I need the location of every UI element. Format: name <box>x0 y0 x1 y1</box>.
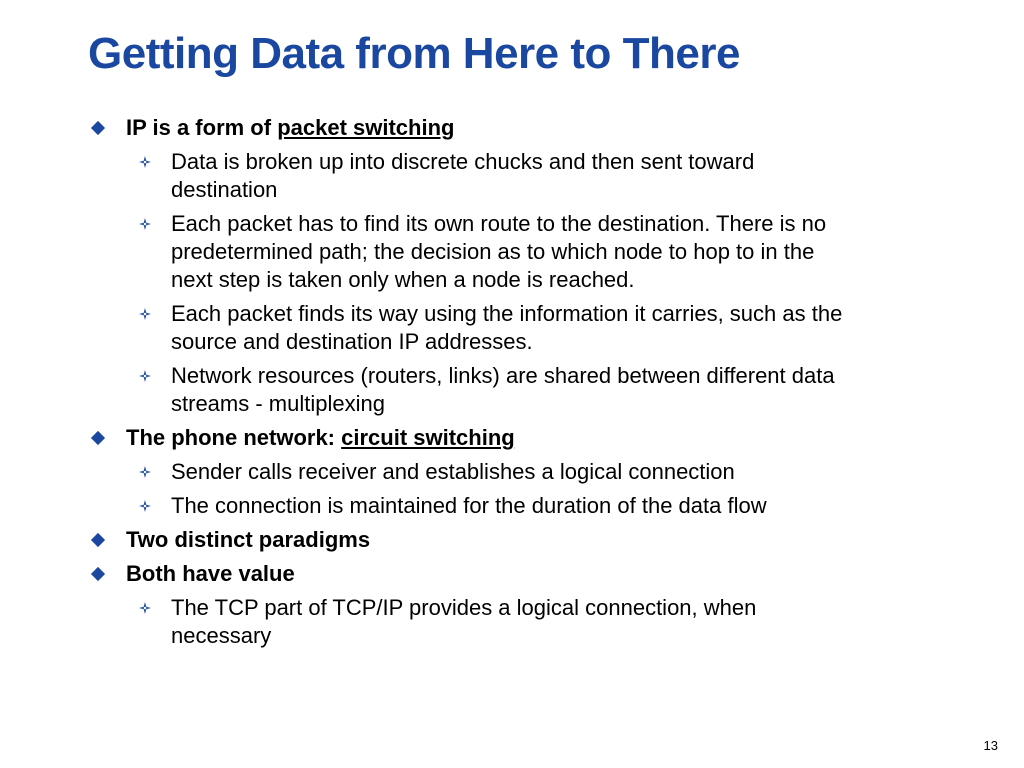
sub-bullet <box>88 458 861 486</box>
bullet-lead: Both have value <box>126 561 295 586</box>
sub-bullet-text: Each packet has to find its own route to the destination. There is no predetermined path; the decision as to which node to hop to in the next step is taken only when a node is reached. <box>171 211 827 292</box>
diamond-bullet-icon <box>91 121 105 135</box>
bullet-packet-switching <box>88 114 948 142</box>
sub-bullet <box>88 594 861 650</box>
fleur-bullet-icon <box>139 308 151 320</box>
sub-bullet-text: The TCP part of TCP/IP provides a logical connection, when necessary <box>171 595 757 648</box>
diamond-bullet-icon <box>91 431 105 445</box>
slide-title: Getting Data from Here to There <box>88 29 740 78</box>
sub-bullet <box>88 492 861 520</box>
page-number: 13 <box>983 738 998 753</box>
fleur-bullet-icon <box>139 500 151 512</box>
bullet-lead: IP is a form of <box>126 115 278 140</box>
sub-bullet-text: Network resources (routers, links) are shared between different data streams - multiplexing <box>171 363 835 416</box>
bullet-lead: The phone network: <box>126 425 342 450</box>
fleur-bullet-icon <box>139 602 151 614</box>
bullet-emphasis: packet switching <box>277 115 455 140</box>
bullet-lead: Two distinct paradigms <box>126 527 371 552</box>
bullet-both-have-value <box>88 560 948 588</box>
sub-bullet-text: Data is broken up into discrete chucks and then sent toward destination <box>171 149 755 202</box>
fleur-bullet-icon <box>139 466 151 478</box>
sub-bullet <box>88 210 861 294</box>
sub-bullet-text: Each packet finds its way using the information it carries, such as the source and destination IP addresses. <box>171 301 843 354</box>
fleur-bullet-icon <box>139 156 151 168</box>
sub-bullet-text: Sender calls receiver and establishes a logical connection <box>171 459 735 484</box>
fleur-bullet-icon <box>139 218 151 230</box>
bullet-two-paradigms <box>88 526 948 554</box>
diamond-bullet-icon <box>91 567 105 581</box>
sub-bullet <box>88 362 861 418</box>
bullet-emphasis: circuit switching <box>341 425 515 450</box>
diamond-bullet-icon <box>91 533 105 547</box>
bullet-circuit-switching <box>88 424 948 452</box>
slide-body <box>88 114 948 650</box>
sub-bullet <box>88 148 861 204</box>
fleur-bullet-icon <box>139 370 151 382</box>
sub-bullet <box>88 300 861 356</box>
sub-bullet-text: The connection is maintained for the duration of the data flow <box>171 493 767 518</box>
